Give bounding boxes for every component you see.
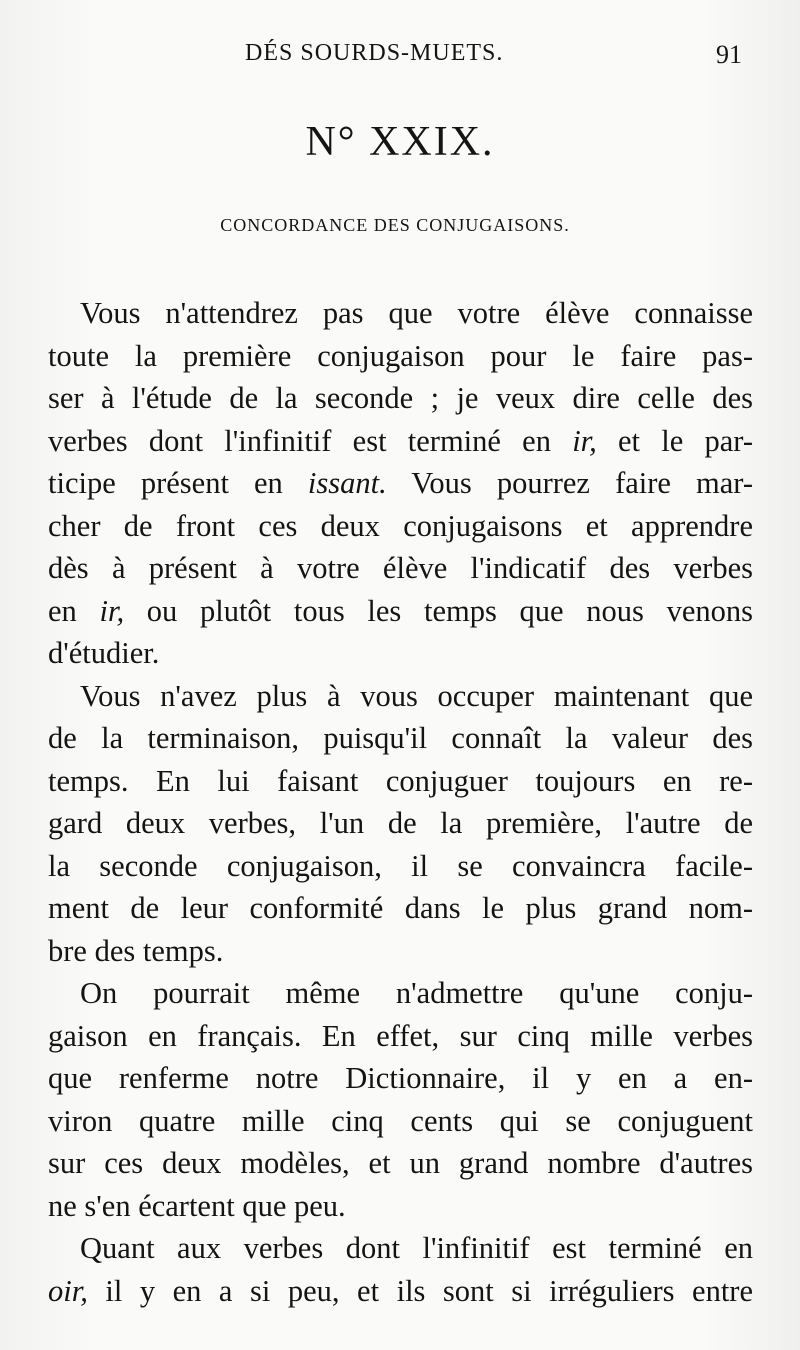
paragraph-1 [48,292,753,675]
text-line: gard deux verbes, l'un de la première, l'autre de [48,806,753,840]
paragraph-2 [48,675,753,973]
text-fragment: verbes dont l'infinitif est terminé en [48,423,573,458]
text-line: Vous n'attendrez pas que votre élève connaisse [80,296,753,330]
text-line: Quant aux verbes dont l'infinitif est terminé en [80,1231,753,1265]
paragraph-4 [48,1227,753,1312]
text-line: ne s'en écartent que peu. [48,1188,346,1223]
text-line: que renferme notre Dictionnaire, il y en a en- [48,1061,753,1095]
italic-word: oir, [48,1273,88,1308]
text-line [48,1270,753,1313]
text-line: viron quatre mille cinq cents qui se conjuguent [48,1103,753,1138]
text-line: ser à l'étude de la seconde ; je veux dire celle des [48,381,753,415]
text-fragment: ou plutôt tous les temps que nous venons [124,593,753,628]
text-line: cher de front ces deux conjugaisons et apprendre [48,508,753,543]
text-fragment: ticipe présent en [48,466,308,500]
section-subheading: CONCORDANCE DES CONJUGAISONS. [220,215,570,235]
italic-word: ir, [572,423,597,458]
text-line: bre des temps. [48,933,224,968]
text-line [48,590,753,633]
body-text [48,292,753,1312]
text-line: gaison en français. En effet, sur cinq mille verbes [48,1018,753,1053]
text-line: toute la première conjugaison pour le faire pas- [48,338,753,373]
text-fragment: il y en a si peu, et ils sont si irréguliers entre [87,1273,753,1308]
italic-word: issant. [307,466,387,500]
paragraph-3 [48,972,753,1227]
text-line [48,420,753,463]
text-line: la seconde conjugaison, il se convaincra facile- [48,848,753,883]
text-line: ment de leur conformité dans le plus grand nom- [48,891,753,925]
text-line: On pourrait même n'admettre qu'une conju- [80,976,753,1010]
text-line: de la terminaison, puisqu'il connaît la valeur des [48,721,753,755]
text-line [48,462,753,505]
text-fragment: et le par- [596,423,753,458]
page-number: 91 [716,40,742,69]
text-fragment: en [48,593,100,628]
text-line: sur ces deux modèles, et un grand nombre d'autres [48,1146,753,1180]
text-line: Vous n'avez plus à vous occuper maintenant que [80,678,753,713]
running-head: DÉS SOURDS-MUETS. [245,40,504,66]
text-line: d'étudier. [48,636,160,670]
text-fragment: Vous pourrez faire mar- [386,466,753,500]
text-line: dès à présent à votre élève l'indicatif des verbes [48,551,753,585]
text-line: temps. En lui faisant conjuguer toujours en re- [48,763,753,798]
section-number-heading: N° XXIX. [305,119,495,165]
italic-word: ir, [99,593,125,628]
